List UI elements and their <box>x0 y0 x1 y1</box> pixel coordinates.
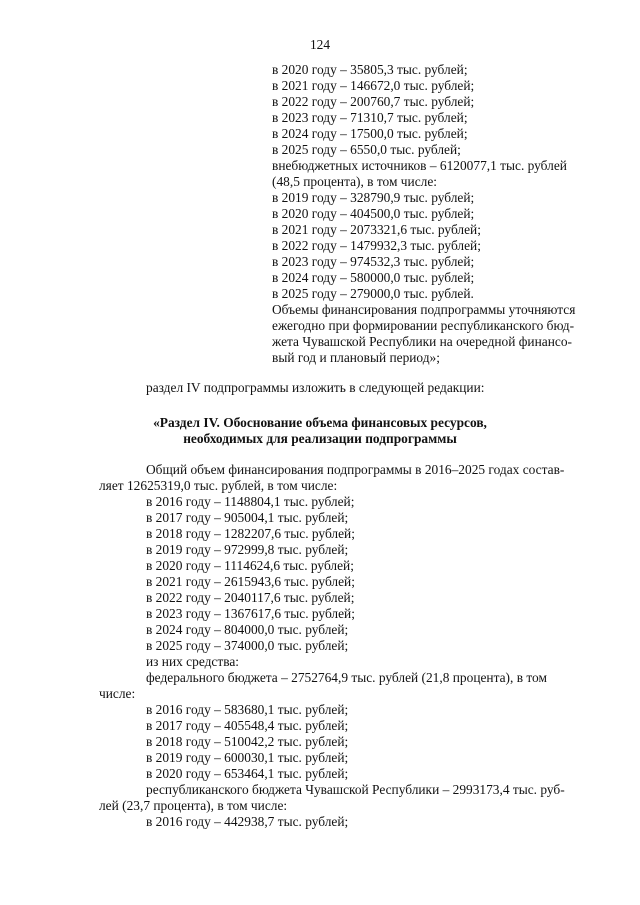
top-line: жета Чувашской Республики на очередной финансо- <box>272 334 572 349</box>
year-line: в 2018 году – 510042,2 тыс. рублей; <box>146 734 349 749</box>
from-them-line: из них средства: <box>146 654 240 669</box>
year-line: в 2018 году – 1282207,6 тыс. рублей; <box>146 526 355 541</box>
year-line: в 2016 году – 442938,7 тыс. рублей; <box>146 814 349 829</box>
section-heading-line1: «Раздел IV. Обоснование объема финансовых ресурсов, <box>153 415 487 430</box>
top-line: в 2021 году – 2073321,6 тыс. рублей; <box>272 222 481 237</box>
year-line: в 2020 году – 1114624,6 тыс. рублей; <box>146 558 354 573</box>
year-line: в 2023 году – 1367617,6 тыс. рублей; <box>146 606 355 621</box>
top-line: (48,5 процента), в том числе: <box>272 174 437 189</box>
republic-line: лей (23,7 процента), в том числе: <box>99 798 288 813</box>
top-line: Объемы финансирования подпрограммы уточняются <box>272 302 576 317</box>
year-line: в 2025 году – 374000,0 тыс. рублей; <box>146 638 349 653</box>
year-line: в 2022 году – 2040117,6 тыс. рублей; <box>146 590 355 605</box>
top-line: внебюджетных источников – 6120077,1 тыс. рублей <box>272 158 567 173</box>
top-line: в 2025 году – 6550,0 тыс. рублей; <box>272 142 461 157</box>
year-line: в 2017 году – 405548,4 тыс. рублей; <box>146 718 349 733</box>
republic-line: республиканского бюджета Чувашской Республики – 2993173,4 тыс. руб- <box>146 782 565 797</box>
year-line: в 2021 году – 2615943,6 тыс. рублей; <box>146 574 355 589</box>
top-line: в 2023 году – 974532,3 тыс. рублей; <box>272 254 475 269</box>
top-line: в 2019 году – 328790,9 тыс. рублей; <box>272 190 475 205</box>
year-line: в 2016 году – 1148804,1 тыс. рублей; <box>146 494 355 509</box>
federal-line: федерального бюджета – 2752764,9 тыс. рублей (21,8 процента), в том <box>146 670 547 685</box>
top-line: в 2025 году – 279000,0 тыс. рублей. <box>272 286 474 301</box>
top-line: в 2024 году – 17500,0 тыс. рублей; <box>272 126 468 141</box>
top-line: в 2024 году – 580000,0 тыс. рублей; <box>272 270 475 285</box>
section-intro: раздел IV подпрограммы изложить в следующей редакции: <box>146 380 485 395</box>
top-line: в 2020 году – 404500,0 тыс. рублей; <box>272 206 475 221</box>
year-line: в 2019 году – 600030,1 тыс. рублей; <box>146 750 349 765</box>
section-heading-line2: необходимых для реализации подпрограммы <box>183 431 457 446</box>
top-line: в 2023 году – 71310,7 тыс. рублей; <box>272 110 468 125</box>
top-line: в 2022 году – 1479932,3 тыс. рублей; <box>272 238 481 253</box>
year-line: в 2020 году – 653464,1 тыс. рублей; <box>146 766 349 781</box>
top-line: в 2022 году – 200760,7 тыс. рублей; <box>272 94 475 109</box>
top-line: в 2021 году – 146672,0 тыс. рублей; <box>272 78 475 93</box>
year-line: в 2017 году – 905004,1 тыс. рублей; <box>146 510 349 525</box>
paragraph-line: Общий объем финансирования подпрограммы в 2016–2025 годах состав- <box>146 462 565 477</box>
top-line: ежегодно при формировании республиканского бюд- <box>272 318 575 333</box>
paragraph-line: ляет 12625319,0 тыс. рублей, в том числе: <box>99 478 338 493</box>
top-line: вый год и плановый период»; <box>272 350 440 365</box>
page-number: 124 <box>309 37 331 52</box>
top-line: в 2020 году – 35805,3 тыс. рублей; <box>272 62 468 77</box>
year-line: в 2016 году – 583680,1 тыс. рублей; <box>146 702 349 717</box>
year-line: в 2019 году – 972999,8 тыс. рублей; <box>146 542 349 557</box>
year-line: в 2024 году – 804000,0 тыс. рублей; <box>146 622 349 637</box>
federal-line: числе: <box>99 686 136 701</box>
